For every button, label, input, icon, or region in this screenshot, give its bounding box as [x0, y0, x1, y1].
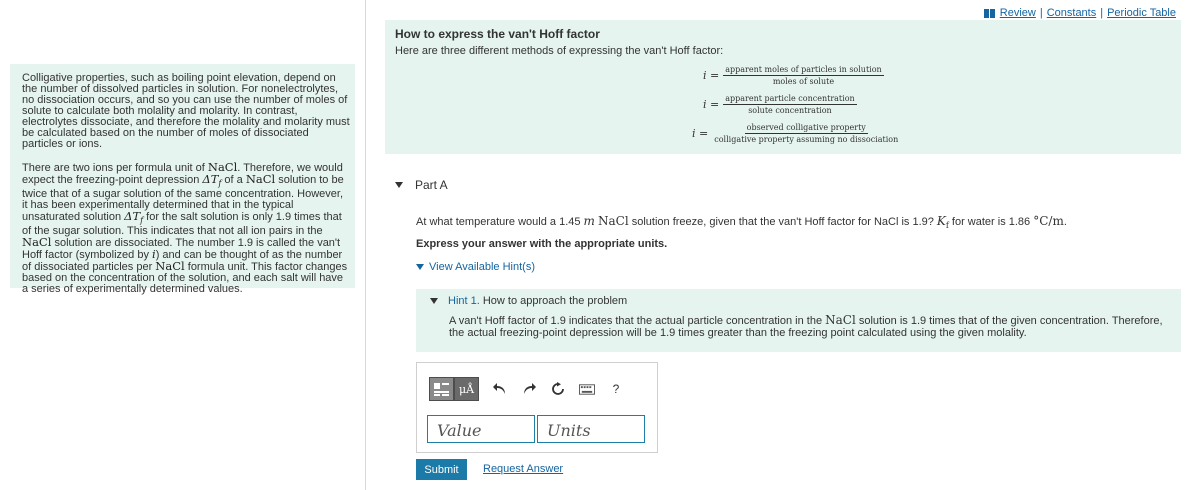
redo-icon[interactable] — [521, 381, 537, 397]
separator: | — [1100, 7, 1104, 19]
hint-box — [416, 289, 1181, 352]
hint-title: How to approach the problem — [482, 295, 628, 307]
view-hints-label: View Available Hint(s) — [429, 261, 535, 273]
hint-1-toggle[interactable] — [430, 295, 627, 307]
submit-button[interactable]: Submit — [416, 459, 467, 480]
keyboard-icon[interactable] — [579, 381, 595, 397]
templates-icon — [434, 383, 449, 396]
question-text: At what temperature would a 1.45 m NaCl solution freeze, given that the van't Hoff factor for NaCl is 1.9? $K_f$ for water is 1.86 °C/m. — [416, 214, 1067, 231]
caret-down-icon — [395, 182, 403, 188]
info-title: How to express the van't Hoff factor — [395, 27, 600, 41]
vant-hoff-info-box — [385, 20, 1181, 154]
instruction-text: Express your answer with the appropriate units. — [416, 238, 668, 250]
units-input[interactable]: Units — [537, 415, 645, 443]
review-link[interactable]: Review — [999, 7, 1036, 19]
top-links — [984, 7, 1176, 19]
templates-button[interactable] — [429, 377, 454, 401]
column-divider — [365, 0, 366, 490]
periodic-table-link[interactable]: Periodic Table — [1107, 7, 1176, 19]
answer-toolbar — [429, 377, 624, 401]
value-input[interactable]: Value — [427, 415, 535, 443]
book-icon — [984, 9, 995, 18]
hint-body: A van't Hoff factor of 1.9 indicates that the actual particle concentration in the NaCl solution is 1.9 times that of the given concentration. Therefore, the actual freezing-point depression will be 1.9 times greater than the freezing point calculated using the given molality. — [449, 313, 1163, 339]
answer-widget — [416, 362, 658, 453]
intro-panel — [10, 64, 355, 296]
units-icon: μÅ — [458, 382, 475, 396]
hint-label: Hint 1. — [448, 295, 480, 307]
units-button[interactable] — [454, 377, 479, 401]
formula-3: i = $\frac{\text{observed colligative property}}{\text{colligative property assuming no dissociation}}$ — [692, 123, 899, 144]
caret-down-icon — [430, 298, 438, 304]
formula-2: i = $\frac{\text{apparent particle concentration}}{\text{solute concentration}}$ — [703, 94, 855, 115]
undo-icon[interactable] — [492, 381, 508, 397]
info-subtitle: Here are three different methods of expressing the van't Hoff factor: — [395, 45, 724, 57]
request-answer-link[interactable]: Request Answer — [483, 463, 564, 475]
formula-1: i = $\frac{\text{apparent moles of particles in solution}}{\text{moles of solute}}$ — [703, 65, 882, 86]
view-hints-toggle[interactable] — [416, 261, 535, 273]
intro-paragraph-2: There are two ions per formula unit of NaCl. Therefore, we would expect the freezing-point depression $\Delta T_f$ of a NaCl solution to be twice that of a sugar solution of the same concentration. However, it has been experimentally determined that in the typical unsaturated solution $\Delta T_f$ for the salt solution is only 1.9 times that of the sugar solution. This indicates that not all ion pairs in the NaCl solution are dissociated. The number 1.9 is called the van't Hoff factor (symbolized by i) and can be thought of as the number of dissociated particles per NaCl formula unit. This factor changes based on the concentration of the solution, and each salt will have a series of experimentally determined values. — [22, 160, 348, 296]
reset-icon[interactable] — [550, 381, 566, 397]
caret-down-icon — [416, 264, 424, 270]
part-a-label: Part A — [415, 178, 448, 192]
constants-link[interactable]: Constants — [1046, 7, 1097, 19]
intro-paragraph-1: Colligative properties, such as boiling point elevation, depend on the number of dissolved particles in solution. For nonelectrolytes, no dissociation occurs, and so you can use the number of moles of solute to calculate both molality and molarity. In contrast, electrolytes dissociate, and therefore the molality and molarity must be calculated based on the number of moles of dissociated particles or ions. — [22, 72, 350, 150]
part-a-toggle[interactable] — [395, 178, 448, 192]
help-button[interactable]: ? — [612, 382, 620, 396]
separator: | — [1039, 7, 1043, 19]
